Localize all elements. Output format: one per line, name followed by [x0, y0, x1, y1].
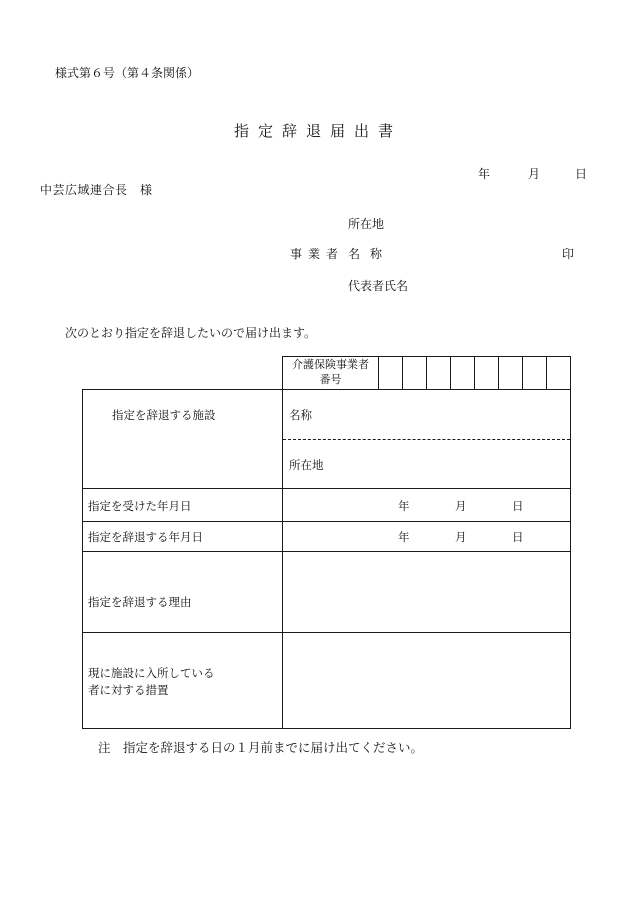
insurer-number-label-line1: 介護保険事業者: [292, 358, 369, 371]
digit-cell-divider: [474, 356, 475, 389]
dashed-divider: [283, 439, 570, 440]
table-border: [82, 728, 571, 729]
table-border: [82, 389, 571, 390]
digit-cell-divider: [450, 356, 451, 389]
withdrawal-date-day: 日: [512, 530, 524, 544]
facility-label: 指定を辞退する施設: [112, 408, 216, 422]
date-month-label: 月: [528, 167, 541, 181]
designated-date-month: 月: [455, 499, 467, 513]
digit-cell-divider: [378, 356, 379, 389]
facility-address-label: 所在地: [289, 458, 324, 472]
intro-statement: 次のとおり指定を辞退したいので届け出ます。: [65, 326, 317, 340]
digit-cell-divider: [426, 356, 427, 389]
addressee: 中芸広域連合長 様: [40, 183, 153, 197]
designated-date-label: 指定を受けた年月日: [88, 499, 192, 513]
resident-measures-label-line1: 現に施設に入所している: [88, 666, 215, 680]
designated-date-year: 年: [398, 499, 410, 513]
row-divider: [82, 632, 571, 633]
resident-measures-label: [88, 665, 215, 699]
withdrawal-date-month: 月: [455, 530, 467, 544]
applicant-name-label: 名称: [348, 247, 393, 261]
withdrawal-reason-label: 指定を辞退する理由: [88, 595, 192, 609]
table-border: [570, 356, 571, 729]
insurer-number-label: [283, 357, 378, 387]
insurer-number-label-line2: 番号: [319, 373, 342, 386]
withdrawal-date-year: 年: [398, 530, 410, 544]
form-number: 様式第６号（第４条関係）: [55, 66, 200, 80]
document-title: 指定辞退届出書: [233, 122, 402, 140]
row-divider: [82, 488, 571, 489]
date-day-label: 日: [575, 167, 588, 181]
applicant-address-label: 所在地: [348, 217, 385, 231]
representative-name-label: 代表者氏名: [348, 279, 409, 293]
withdrawal-date-label: 指定を辞退する年月日: [88, 530, 203, 544]
resident-measures-label-line2: 者に対する措置: [88, 683, 169, 697]
row-divider: [82, 551, 571, 552]
digit-cell-divider: [522, 356, 523, 389]
table-divider: [282, 356, 283, 729]
digit-cell-divider: [498, 356, 499, 389]
footnote: 注 指定を辞退する日の１月前までに届け出てください。: [98, 740, 424, 755]
table-border: [82, 389, 83, 729]
seal-label: 印: [562, 247, 575, 261]
row-divider: [82, 521, 571, 522]
digit-cell-divider: [546, 356, 547, 389]
facility-name-label: 名称: [289, 408, 312, 422]
date-year-label: 年: [478, 167, 491, 181]
applicant-business-label: 事業者: [290, 247, 345, 261]
designated-date-day: 日: [512, 499, 524, 513]
digit-cell-divider: [402, 356, 403, 389]
